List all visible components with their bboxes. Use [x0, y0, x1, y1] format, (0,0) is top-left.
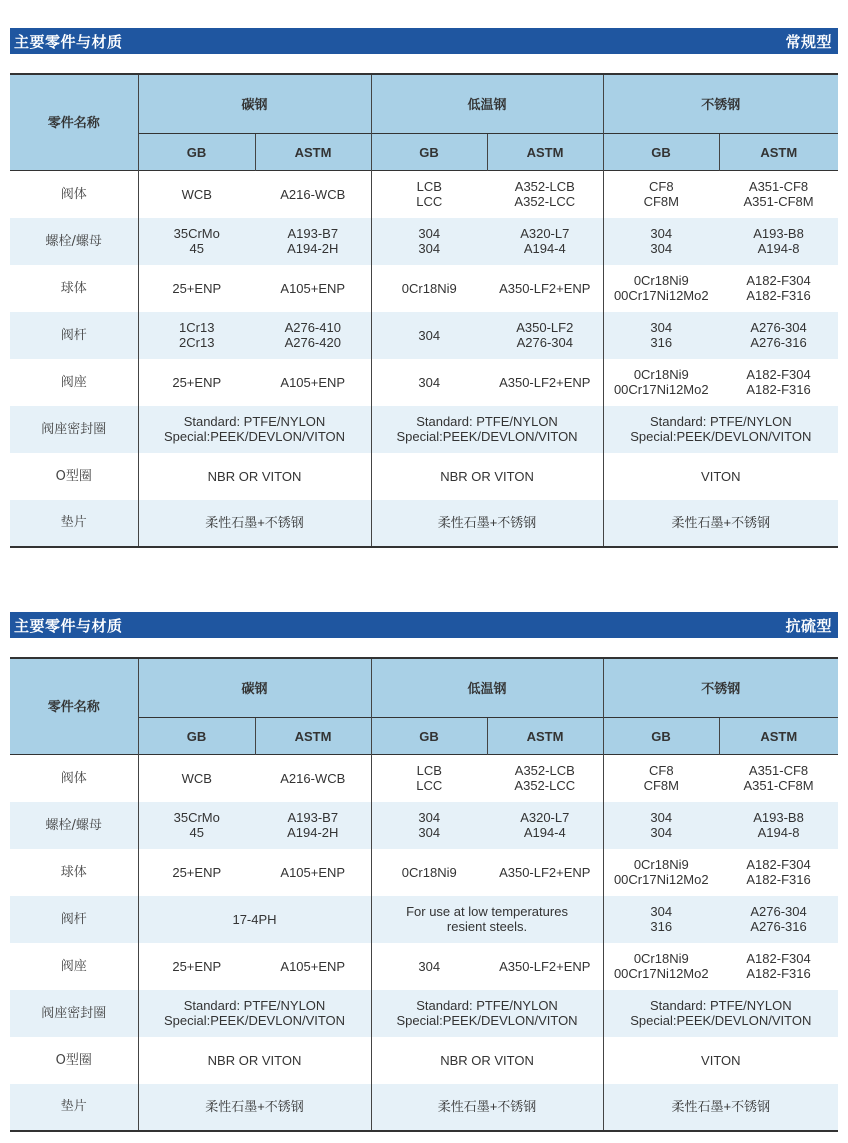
cell: 25+ENP — [138, 943, 255, 990]
table-row — [10, 171, 838, 218]
cell: A105+ENP — [280, 374, 346, 390]
cell: A351-CF8 A351-CF8M — [743, 763, 814, 794]
merged-cell: 柔性石墨+不锈钢 — [603, 1084, 838, 1131]
header-sub: ASTM — [255, 718, 371, 755]
header-sub: GB — [603, 134, 719, 171]
cell: WCB — [138, 171, 255, 218]
merged-cell: VITON — [603, 453, 838, 500]
cell: A182-F304 A182-F316 — [746, 367, 811, 397]
cell: A182-F304 A182-F316 — [746, 951, 811, 981]
table-row — [10, 755, 838, 802]
header-group-stainless: 不锈钢 — [603, 658, 838, 718]
cell: A216-WCB — [280, 770, 346, 786]
cell: 304 316 — [603, 896, 719, 943]
cell: 0Cr18Ni9 00Cr17Ni12Mo2 — [603, 849, 719, 896]
header-sub: GB — [371, 718, 487, 755]
header-sub: ASTM — [487, 134, 603, 171]
cell: A352-LCB A352-LCC — [514, 179, 576, 210]
header-sub: GB — [603, 718, 719, 755]
materials-table — [10, 73, 838, 548]
cell: A350-LF2+ENP — [499, 280, 591, 296]
cell: CF8 CF8M — [603, 171, 719, 218]
cell: 304 304 — [371, 802, 487, 849]
table-row — [10, 500, 838, 547]
table-row — [10, 849, 838, 896]
cell: 35CrMo 45 — [138, 802, 255, 849]
cell: A320-L7 A194-4 — [487, 218, 603, 265]
cell: A105+ENP — [280, 958, 346, 974]
header-group-stainless: 不锈钢 — [603, 74, 838, 134]
cell: 0Cr18Ni9 00Cr17Ni12Mo2 — [603, 359, 719, 406]
merged-cell: VITON — [603, 1037, 838, 1084]
cell: 304 — [371, 943, 487, 990]
header-sub: GB — [371, 134, 487, 171]
cell: 1Cr13 2Cr13 — [138, 312, 255, 359]
cell: 0Cr18Ni9 00Cr17Ni12Mo2 — [603, 265, 719, 312]
part-name: 阀座 — [60, 958, 87, 974]
merged-cell: Standard: PTFE/NYLON Special:PEEK/DEVLON/VITON — [371, 990, 603, 1037]
header-part-name: 零件名称 — [10, 74, 138, 171]
section-title: 主要零件与材质 — [14, 616, 123, 635]
cell: A276-304 A276-316 — [719, 896, 838, 943]
cell: LCB LCC — [371, 755, 487, 802]
section-banner — [10, 612, 838, 638]
cell: A352-LCB A352-LCC — [514, 763, 576, 794]
part-name: O型圈 — [55, 468, 92, 484]
part-name: O型圈 — [55, 1052, 92, 1068]
part-name: 阀体 — [60, 186, 87, 202]
table-row — [10, 896, 838, 943]
table-row — [10, 359, 838, 406]
header-sub: GB — [138, 134, 255, 171]
cell: 0Cr18Ni9 — [371, 849, 487, 896]
cell: A193-B8 A194-8 — [719, 218, 838, 265]
part-name: 球体 — [60, 864, 87, 880]
cell: CF8 CF8M — [603, 755, 719, 802]
cell: 304 — [371, 312, 487, 359]
header-group-carbon: 碳钢 — [138, 74, 371, 134]
merged-cell: Standard: PTFE/NYLON Special:PEEK/DEVLON/VITON — [603, 406, 838, 453]
cell: 0Cr18Ni9 — [371, 265, 487, 312]
part-name: 垫片 — [10, 1084, 138, 1131]
materials-table — [10, 657, 838, 1132]
cell: 35CrMo 45 — [138, 218, 255, 265]
merged-cell: Standard: PTFE/NYLON Special:PEEK/DEVLON/VITON — [138, 990, 371, 1037]
section-type: 常规型 — [785, 32, 832, 51]
merged-cell: For use at low temperatures resient steels. — [371, 896, 603, 943]
merged-cell: NBR OR VITON — [138, 453, 371, 500]
part-name: 阀杆 — [10, 312, 138, 359]
header-group-lowtemp: 低温钢 — [371, 658, 603, 718]
cell: A350-LF2+ENP — [499, 958, 591, 974]
table-row — [10, 406, 838, 453]
cell: A105+ENP — [280, 280, 346, 296]
cell: 304 304 — [603, 802, 719, 849]
cell: A350-LF2+ENP — [499, 374, 591, 390]
cell: A350-LF2 A276-304 — [487, 312, 603, 359]
table-row — [10, 453, 838, 500]
table-row — [10, 943, 838, 990]
merged-cell: Standard: PTFE/NYLON Special:PEEK/DEVLON/VITON — [138, 406, 371, 453]
cell: A216-WCB — [280, 186, 346, 202]
part-name: 垫片 — [10, 500, 138, 547]
merged-cell: 17-4PH — [138, 896, 371, 943]
cell: A182-F304 A182-F316 — [746, 273, 811, 303]
table-row — [10, 218, 838, 265]
cell: A105+ENP — [280, 864, 346, 880]
cell: 25+ENP — [138, 359, 255, 406]
table-row — [10, 802, 838, 849]
section-title: 主要零件与材质 — [14, 32, 123, 51]
merged-cell: NBR OR VITON — [371, 1037, 603, 1084]
part-name: 阀体 — [60, 770, 87, 786]
header-sub: ASTM — [719, 134, 838, 171]
header-sub: GB — [138, 718, 255, 755]
cell: LCB LCC — [371, 171, 487, 218]
cell: A351-CF8 A351-CF8M — [743, 179, 814, 210]
cell: 304 304 — [371, 218, 487, 265]
part-name: 螺栓/螺母 — [10, 802, 138, 849]
cell: A276-304 A276-316 — [719, 312, 838, 359]
merged-cell: 柔性石墨+不锈钢 — [371, 500, 603, 547]
table-row — [10, 312, 838, 359]
part-name: 阀杆 — [10, 896, 138, 943]
cell: A182-F304 A182-F316 — [746, 857, 811, 887]
section-banner — [10, 28, 838, 54]
header-group-carbon: 碳钢 — [138, 658, 371, 718]
header-group-lowtemp: 低温钢 — [371, 74, 603, 134]
part-name: 球体 — [60, 280, 87, 296]
header-sub: ASTM — [719, 718, 838, 755]
merged-cell: NBR OR VITON — [138, 1037, 371, 1084]
merged-cell: NBR OR VITON — [371, 453, 603, 500]
section-standard — [10, 28, 838, 530]
section-type: 抗硫型 — [785, 616, 832, 635]
merged-cell: Standard: PTFE/NYLON Special:PEEK/DEVLON/VITON — [371, 406, 603, 453]
cell: WCB — [138, 755, 255, 802]
merged-cell: 柔性石墨+不锈钢 — [138, 500, 371, 547]
table-row — [10, 1037, 838, 1084]
cell: 304 — [371, 359, 487, 406]
cell: A193-B7 A194-2H — [255, 802, 371, 849]
table-row — [10, 1084, 838, 1131]
part-name: 阀座密封圈 — [10, 990, 138, 1037]
table-row — [10, 265, 838, 312]
header-sub: ASTM — [255, 134, 371, 171]
cell: 304 304 — [603, 218, 719, 265]
cell: A320-L7 A194-4 — [487, 802, 603, 849]
cell: 25+ENP — [138, 265, 255, 312]
cell: 304 316 — [603, 312, 719, 359]
header-sub: ASTM — [487, 718, 603, 755]
header-part-name: 零件名称 — [10, 658, 138, 755]
cell: A193-B7 A194-2H — [255, 218, 371, 265]
part-name: 阀座 — [60, 374, 87, 390]
cell: 25+ENP — [138, 849, 255, 896]
part-name: 阀座密封圈 — [10, 406, 138, 453]
section-sour-service — [10, 612, 838, 1114]
part-name: 螺栓/螺母 — [10, 218, 138, 265]
cell: 0Cr18Ni9 00Cr17Ni12Mo2 — [603, 943, 719, 990]
table-row — [10, 990, 838, 1037]
merged-cell: 柔性石墨+不锈钢 — [138, 1084, 371, 1131]
merged-cell: Standard: PTFE/NYLON Special:PEEK/DEVLON/VITON — [603, 990, 838, 1037]
cell: A276-410 A276-420 — [255, 312, 371, 359]
merged-cell: 柔性石墨+不锈钢 — [371, 1084, 603, 1131]
cell: A193-B8 A194-8 — [719, 802, 838, 849]
cell: A350-LF2+ENP — [499, 864, 591, 880]
merged-cell: 柔性石墨+不锈钢 — [603, 500, 838, 547]
